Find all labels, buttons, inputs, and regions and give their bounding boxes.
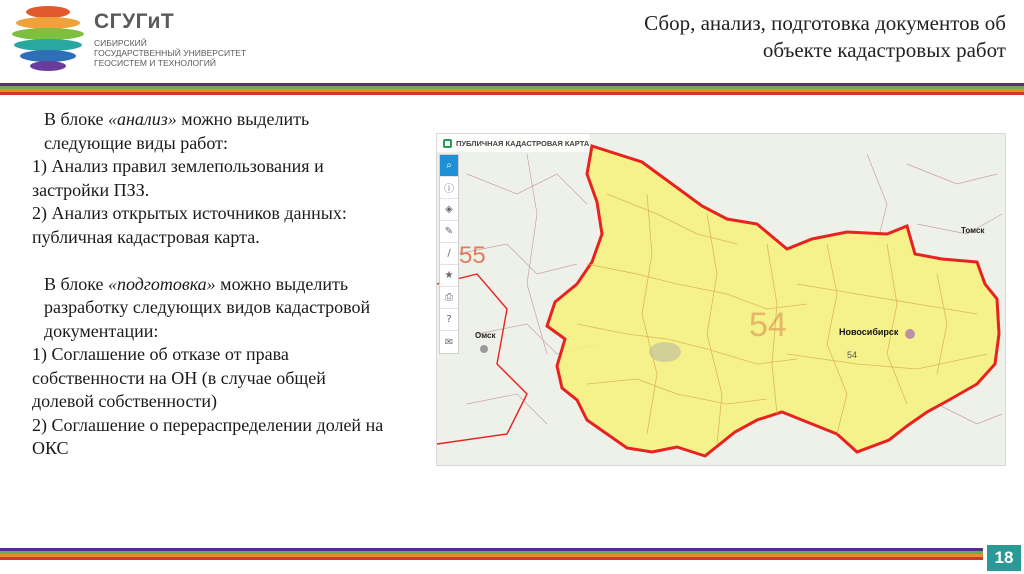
city-label-tomsk: Томск — [961, 226, 985, 235]
page-number-badge: 18 — [987, 545, 1021, 571]
ruler-icon[interactable]: ∕ — [440, 243, 458, 265]
mail-icon[interactable]: ✉ — [444, 336, 454, 348]
logo-subtitle-line: ГЕОСИСТЕМ И ТЕХНОЛОГИЙ — [94, 58, 216, 68]
cadastral-map-logo-icon — [443, 139, 452, 148]
list-item: 1) Соглашение об отказе от права собственности на ОН (в случае общей долевой собственности) — [32, 344, 326, 411]
paragraph-analysis — [32, 108, 392, 155]
list-item: 2) Анализ открытых источников данных: публичная кадастровая карта. — [32, 203, 347, 247]
text-run: можно выделить разработку следующих видов кадастровой документации: — [44, 273, 371, 341]
logo-subtitle-line: СИБИРСКИЙ — [94, 38, 147, 48]
emphasis-preparation: «подготовка» — [107, 273, 216, 294]
logo-subtitle — [94, 38, 246, 68]
logo-subtitle-line: ГОСУДАРСТВЕННЫЙ УНИВЕРСИТЕТ — [94, 48, 247, 58]
region-number-small: 54 — [847, 350, 858, 360]
text-run: можно выделить следующие виды работ: — [44, 109, 310, 153]
search-icon[interactable]: ⌕ — [440, 155, 458, 177]
text-run: В блоке — [44, 273, 108, 294]
list-item: 1) Анализ правил землепользования и застройки ПЗЗ. — [32, 156, 324, 200]
slide-title-line: объекте кадастровых работ — [762, 38, 1006, 62]
footer-divider — [0, 548, 983, 560]
help-icon[interactable]: ? — [440, 309, 458, 331]
map-toolbar — [439, 154, 459, 354]
header-divider — [0, 83, 1024, 95]
cadastral-map[interactable] — [436, 133, 1006, 466]
logo-title: СГУГиТ — [94, 10, 175, 33]
city-label-omsk: Омск — [475, 331, 496, 340]
info-icon[interactable]: ⓘ — [440, 177, 458, 199]
map-header-title: ПУБЛИЧНАЯ КАДАСТРОВАЯ КАРТА — [456, 138, 590, 148]
city-label-novosibirsk: Новосибирск — [839, 327, 899, 337]
body-text — [32, 108, 392, 461]
logo-emblem-icon — [8, 2, 88, 72]
map-canvas[interactable] — [437, 134, 1006, 466]
layers-icon[interactable]: ◈ — [440, 199, 458, 221]
emphasis-analysis: «анализ» — [107, 109, 177, 129]
region-number-54: 54 — [749, 306, 787, 344]
map-header — [437, 134, 589, 152]
university-logo — [8, 2, 258, 72]
slide-title-line: Сбор, анализ, подготовка документов об — [644, 11, 1006, 35]
star-icon[interactable]: ★ — [440, 265, 458, 287]
slide-title — [546, 10, 1006, 64]
region-54-polygon — [547, 146, 999, 456]
pencil-icon[interactable]: ✎ — [440, 221, 458, 243]
paragraph-preparation — [32, 273, 392, 344]
list-item: 2) Соглашение о перераспределении долей на ОКС — [32, 414, 384, 458]
print-icon[interactable]: ⎙ — [440, 287, 458, 309]
text-run: В блоке — [44, 109, 108, 129]
region-number-55: 55 — [459, 242, 486, 269]
